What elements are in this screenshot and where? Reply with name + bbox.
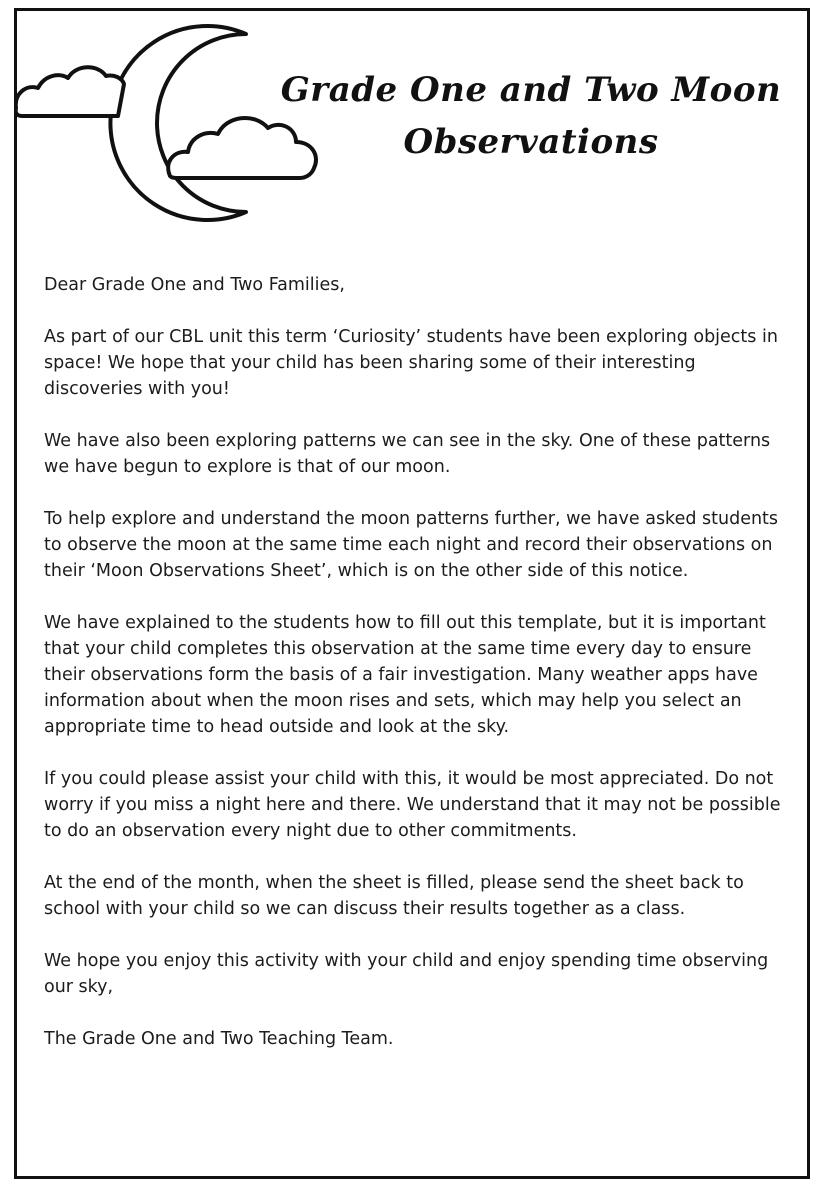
greeting: Dear Grade One and Two Families, [44,275,345,295]
paragraph-template: We have explained to the students how to fill out this template, but it is important that your child completes this observation at the same time every day to ensure their observations form the basis of a fair investigation. Many weather apps have information about when the moon rises and sets, which may help you select an appropriate time to head outside and look at the sky. [44,613,766,737]
title-line-1: Grade One and Two Moon [280,70,782,110]
paragraph-observe: To help explore and understand the moon patterns further, we have asked students to observe the moon at the same time each night and record their observations on their ‘Moon Observations Sheet’, which is on the other side of this notice. [44,509,779,581]
title-line-2: Observations [403,122,659,162]
cloud-icon-left [16,67,124,116]
paragraph-return: At the end of the month, when the sheet is filled, please send the sheet back to school with your child so we can discuss their results together as a class. [44,873,744,919]
paragraph-patterns: We have also been exploring patterns we can see in the sky. One of these patterns we have begun to explore is that of our moon. [44,431,771,477]
paragraph-assist: If you could please assist your child with this, it would be most appreciated. Do not worry if you miss a night here and there. We understand that it may not be possible to do an observation every night due to other commitments. [44,769,781,841]
paragraph-closing: We hope you enjoy this activity with your child and enjoy spending time observing our sky, [44,951,769,997]
letter-body [44,272,789,1078]
paragraph-intro: As part of our CBL unit this term ‘Curiosity’ students have been exploring objects in space! We hope that your child has been sharing some of their interesting discoveries with you! [44,327,778,399]
page-title [276,64,786,168]
signoff: The Grade One and Two Teaching Team. [44,1029,394,1049]
